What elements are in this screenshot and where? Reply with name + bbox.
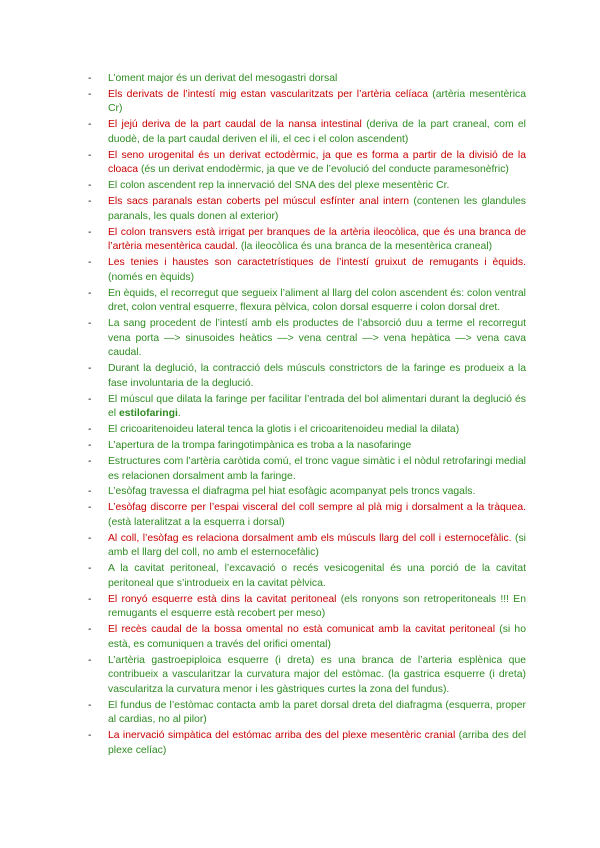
statement-text: El colon transvers està irrigat per branques de la artèria ileocòlica, que és una branca de l’artèria mesentèrica caudal. [108,226,526,253]
bullet-dash: - [88,502,92,514]
correction-text: Estructures com l’artèria caròtida comú, el tronc vague simàtic i el nòdul retrofaringi medial es relacionen dorsalment amb la faringe. [108,456,526,482]
list-item [88,256,526,285]
bullet-dash: - [88,532,92,544]
correction-text: El fundus de l’estòmac contacta amb la paret dorsal dreta del diafragma (esquerra, proper al cardias, no al pilor) [108,699,526,726]
bullet-dash: - [88,363,92,375]
correction-text: (deriva de la part craneal, com el duodè, de la part caudal deriven el ili, el cec i el colon ascendent) [108,119,526,145]
statement-text: El jejú deriva de la part caudal de la nansa intestinal [108,119,367,131]
correction-text: (si amb el llarg del coll, no amb el esternocefàlic) [108,532,526,559]
list-item [88,287,526,316]
bullet-dash: - [88,699,92,711]
correction-text: . [177,408,181,420]
list-item [88,88,526,117]
list-item [88,362,526,391]
correction-text: El múscul que dilata la faringe per facilitar l’entrada del bol alimentari durant la deglució és el [108,393,526,420]
correction-text: (només en èquids) [108,271,195,283]
correction-text: A la cavitat peritoneal, l’excavació o recés vesicogenital és una porció de la cavitat peritoneal que s’introdueix en la cavitat pèlvica. [108,563,526,589]
statement-text: Al coll, l’esòfag es relaciona dorsalment amb els músculs llarg del coll i esternocefàlic. [108,532,516,544]
bullet-dash: - [88,730,92,742]
list-item [88,423,526,438]
correction-text: El colon ascendent rep la innervació del SNA des del plexe mesentèric Cr. [108,180,450,192]
list-item [88,72,526,87]
list-item [88,593,526,622]
bullet-dash: - [88,149,92,161]
statement-text: La inervació simpàtica del estómac arriba des del plexe mesentèric cranial [108,730,459,742]
bullet-dash: - [88,456,92,467]
statement-text: L’esòfag discorre per l’espai visceral del coll sempre al plà mig i dorsalment a la tràquea. [108,502,526,514]
bullet-dash: - [88,563,92,575]
correction-text: L’oment major és un derivat del mesogastri dorsal [108,73,338,84]
list-item [88,654,526,698]
bullet-dash: - [88,624,92,636]
correction-text: L’artèria gastroepiploica esquerre (i dreta) es una branca de l’arteria esplènica que contribueix a vascularitzar la curvatura major del estòmac. (la gastrica esquerre (i dreta) vascularitza la curvatura menor i les gàstriques curtes la zona del fundus). [108,654,526,695]
correction-text: El cricoaritenoideu lateral tenca la glotis i el cricoaritenoideu medial la dilata) [108,424,460,436]
correction-text: En èquids, el recorregut que segueix l’aliment al llarg del colon ascendent és: colon ventral dret, colon ventral esquerre, flexura pèlvica, colon dorsal esquerre i colon dorsal dret. [108,287,526,314]
correction-text: (és un derivat endodèrmic, ja que ve de l’evolució del conducte paramesonèfric) [140,164,509,176]
bullet-dash: - [88,180,92,192]
bullet-dash: - [88,73,92,84]
statement-text: Els derivats de l’intestí mig estan vascularitzats per l’artèria celíaca [108,88,433,100]
statement-list [88,72,526,760]
list-item [88,226,526,255]
list-item [88,623,526,652]
bullet-dash: - [88,287,92,299]
correction-text: (arriba des del plexe celíac) [108,730,526,756]
correction-text: (si ho està, es comuniquen a través del orifici omental) [108,624,526,650]
list-item [88,393,526,422]
correction-text: La sang procedent de l’intestí amb els productes de l’absorció duu a terme el recorregut vena porta —> sinusoides heàtics —> vena central —> vena hepàtica —> vena cava caudal. [108,318,526,359]
bullet-dash: - [88,196,92,208]
correction-text: (els ronyons son retroperitoneals !!! En remugants el esquerre està recobert per meso) [108,593,527,620]
list-item [88,485,526,500]
bullet-dash: - [88,119,92,131]
list-item [88,532,526,561]
bullet-dash: - [88,424,92,436]
statement-text: Les tenies i haustes son caractetrístiques de l’intestí gruixut de remugants i èquids. [108,257,526,269]
list-item [88,317,526,361]
correction-text: estilofaringi [118,408,178,420]
list-item [88,149,526,178]
list-item [88,699,526,728]
bullet-dash: - [88,318,92,330]
correction-text: L’apertura de la trompa faringotimpànica es troba a la nasofaringe [108,440,412,452]
list-item [88,501,526,530]
list-item [88,439,526,454]
correction-text: (està lateralitzat a la esquerra i dorsal) [108,516,285,528]
statement-text: El ronyó esquerre està dins la cavitat peritoneal [108,593,341,605]
bullet-dash: - [88,593,92,605]
list-item [88,562,526,591]
bullet-dash: - [88,654,92,666]
correction-text: (artèria mesentèrica Cr) [108,88,526,115]
correction-text: (la ileocòlica és una branca de la mesentèrica craneal) [240,241,493,253]
statement-text: El recès caudal de la bossa omental no està comunicat amb la cavitat peritoneal [108,624,500,636]
list-item [88,729,526,758]
list-item [88,179,526,194]
statement-text: Els sacs paranals estan coberts pel múscul esfínter anal intern [108,196,414,208]
statement-text: El seno urogenital és un derivat ectodèrmic, ja que es forma a partir de la divisió de la cloaca [108,149,526,176]
bullet-dash: - [88,257,92,269]
bullet-dash: - [88,393,92,405]
bullet-dash: - [88,440,92,452]
correction-text: L’esòfag travessa el diafragma pel hiat esofàgic acompanyat pels troncs vagals. [108,486,476,498]
list-item [88,455,526,484]
bullet-dash: - [88,226,92,238]
bullet-dash: - [88,486,92,498]
correction-text: (contenen les glandules paranals, les quals donen al exterior) [108,196,526,222]
bullet-dash: - [88,88,92,100]
list-item [88,118,526,147]
correction-text: Durant la deglució, la contracció dels músculs constrictors de la faringe es produeix a la fase involuntaria de la deglució. [108,363,526,389]
list-item [88,195,526,224]
